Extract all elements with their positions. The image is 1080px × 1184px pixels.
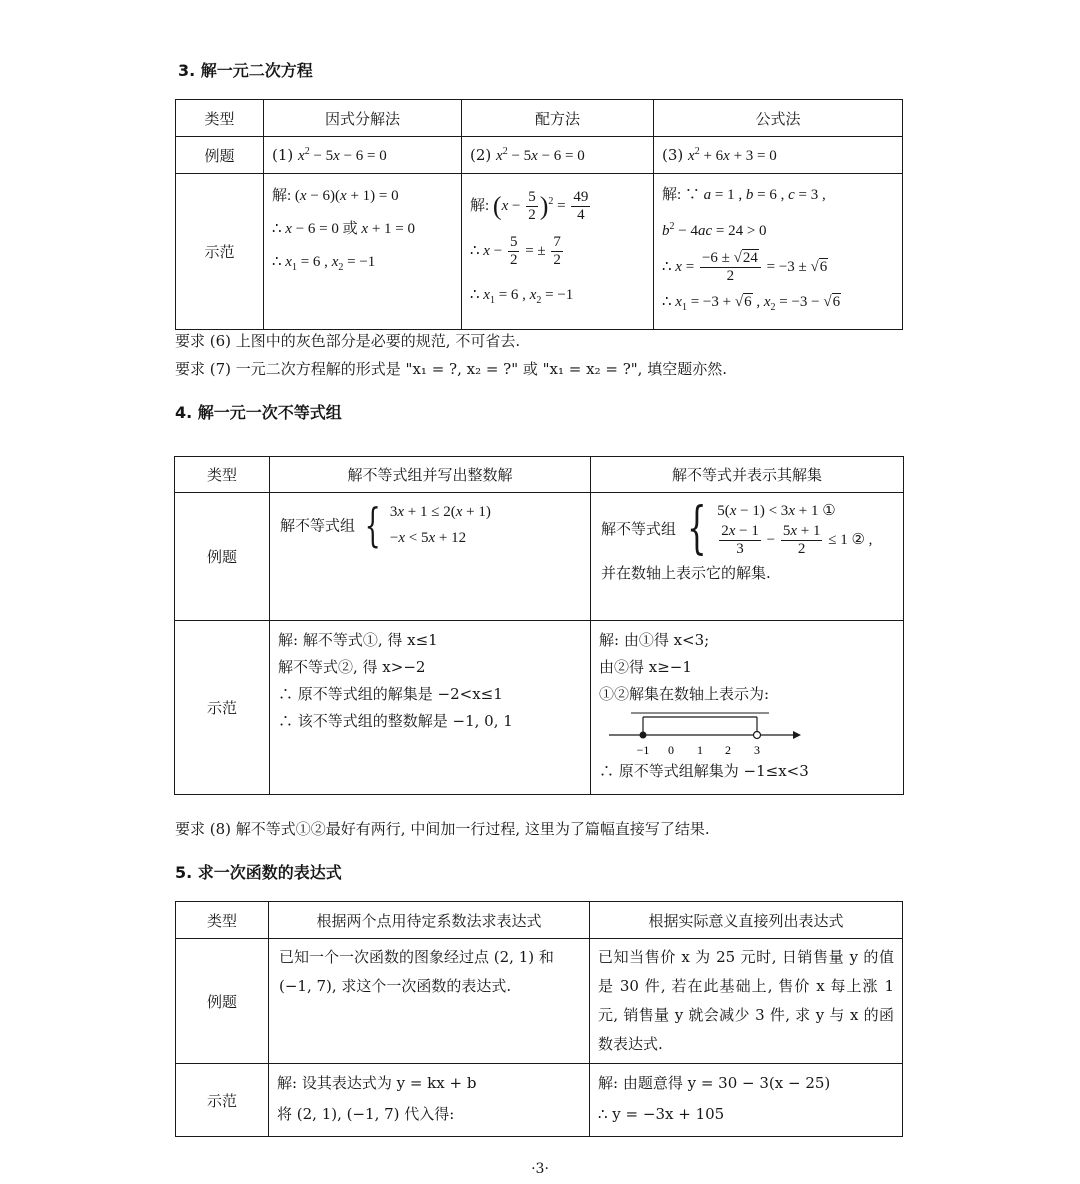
header-type: 类型	[176, 100, 264, 137]
tick-label: 3	[754, 743, 760, 757]
header-type: 类型	[175, 457, 270, 493]
header-practical-meaning: 根据实际意义直接列出表达式	[590, 902, 903, 939]
example-system-2: 解不等式组 { 5(x − 1) < 3x + 1 ① $\frac{2x - 1}{3}$ − $\frac{5x + 1}{2}$ ≤ 1 ② , 并在数轴上表示它的解集.	[591, 493, 904, 621]
table-quadratic	[175, 99, 903, 330]
row-label-example: 例题	[176, 939, 269, 1064]
demo-formula: 解: ∵ a = 1 , b = 6 , c = 3 , $b^2 - 4ac = 24 > 0$ ∴ x = $\frac{-6 \pm √24}{2}$ = −3 ± √6 ∴ $x_1 = -3 + √6$ , $x_2 = -3 - √6$	[654, 174, 903, 330]
example-sales: 已知当售价 x 为 25 元时, 日销售量 y 的值是 30 件, 若在此基础上, 售价 x 每上涨 1 元, 销售量 y 就会减少 3 件, 求 y 与 x 的函数表达式.	[590, 939, 903, 1064]
section-4-title: 4. 解一元一次不等式组	[175, 403, 342, 422]
row-label-demo: 示范	[176, 174, 264, 330]
axis-arrow	[793, 731, 801, 739]
row-label-example: 例题	[176, 137, 264, 174]
row-label-example: 例题	[175, 493, 270, 621]
demo-two-points: 解: 设其表达式为 y = kx + b 将 (2, 1), (−1, 7) 代入得:	[269, 1064, 590, 1137]
requirement-6: 要求 (6) 上图中的灰色部分是必要的规范, 不可省去.	[175, 332, 521, 350]
demo-sales: 解: 由题意得 y = 30 − 3(x − 25) ∴ y = −3x + 105	[590, 1064, 903, 1137]
table-linear-function	[175, 901, 903, 1137]
demo-factoring: 解: (x − 6)(x + 1) = 0 ∴ x − 6 = 0 或 x + 1 = 0 ∴ $x_1 = 6$ , $x_2 = -1$	[264, 174, 462, 330]
tick-label: 1	[697, 743, 703, 757]
header-completing-square: 配方法	[462, 100, 654, 137]
closed-endpoint	[640, 732, 647, 739]
header-formula: 公式法	[654, 100, 903, 137]
header-undetermined-coefficients: 根据两个点用待定系数法求表达式	[269, 902, 590, 939]
open-endpoint	[754, 732, 761, 739]
example-1: (1) $x^2 - 5x - 6 = 0$	[264, 137, 462, 174]
header-type: 类型	[176, 902, 269, 939]
example-system-1: 解不等式组 { 3x + 1 ≤ 2(x + 1) −x < 5x + 12	[270, 493, 591, 621]
example-two-points: 已知一个一次函数的图象经过点 (2, 1) 和 (−1, 7), 求这个一次函数的表达式.	[269, 939, 590, 1064]
row-label-demo: 示范	[175, 621, 270, 795]
example-3: (3) $x^2 + 6x + 3 = 0$	[654, 137, 903, 174]
example-2: (2) $x^2 - 5x - 6 = 0$	[462, 137, 654, 174]
tick-label: 0	[668, 743, 674, 757]
demo-integer-solutions: 解: 解不等式①, 得 x≤1 解不等式②, 得 x>−2 ∴ 原不等式组的解集是 −2<x≤1 ∴ 该不等式组的整数解是 −1, 0, 1	[270, 621, 591, 795]
section-3-title: 3. 解一元二次方程	[178, 61, 313, 80]
table-inequality	[174, 456, 904, 795]
page-number: ·3·	[531, 1161, 549, 1177]
tick-label: −1	[636, 743, 650, 757]
requirement-8: 要求 (8) 解不等式①②最好有两行, 中间加一行过程, 这里为了篇幅直接写了结果.	[175, 820, 710, 838]
header-solution-set: 解不等式并表示其解集	[591, 457, 904, 493]
example-2-instruction: 并在数轴上表示它的解集.	[601, 564, 771, 582]
demo-solution-set: 解: 由①得 x<3; 由②得 x≥−1 ①②解集在数轴上表示为: −1 0 1 2 3 ∴ 原不等式组解集为 −1≤x<3	[591, 621, 904, 795]
section-5-title: 5. 求一次函数的表达式	[175, 863, 342, 882]
demo-completing-square: 解: (x − $\frac{5}{2}$ )$^2$ = $\frac{49}{4}$ ∴ x − $\frac{5}{2}$ = ± $\frac{7}{2}$ ∴ $x_1 = 6$ , $x_2 = -1$	[462, 174, 654, 330]
header-factoring: 因式分解法	[264, 100, 462, 137]
number-line	[603, 710, 803, 758]
requirement-7: 要求 (7) 一元二次方程解的形式是 "x₁ = ?, x₂ = ?" 或 "x₁ = x₂ = ?", 填空题亦然.	[175, 360, 727, 378]
tick-label: 2	[725, 743, 731, 757]
header-integer-solutions: 解不等式组并写出整数解	[270, 457, 591, 493]
row-label-demo: 示范	[176, 1064, 269, 1137]
